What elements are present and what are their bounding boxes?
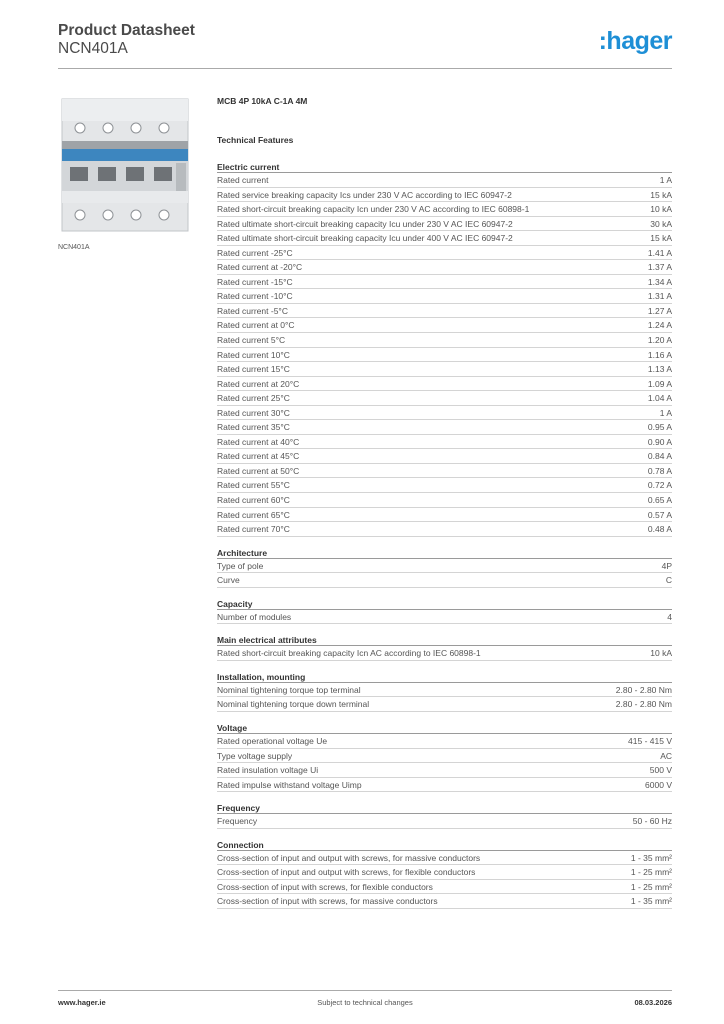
spec-label: Rated current 70°C [217,524,290,535]
spec-value: 1.20 A [647,335,672,346]
spec-row [217,683,672,698]
spec-value: 0.65 A [647,495,672,506]
spec-label: Rated impulse withstand voltage Uimp [217,779,362,790]
spec-label: Rated ultimate short-circuit breaking capacity Icu under 230 V AC IEC 60947-2 [217,218,513,229]
spec-value: 50 - 60 Hz [632,816,672,827]
spec-label: Frequency [217,816,258,827]
spec-value: 1.09 A [647,378,672,389]
spec-value: 0.90 A [647,436,672,447]
spec-label: Type voltage supply [217,750,293,761]
spec-value: 10 kA [650,204,672,215]
spec-value: 1 - 25 mm² [630,881,672,892]
spec-row [217,188,672,203]
spec-label: Cross-section of input and output with screws, for massive conductors [217,852,481,863]
spec-label: Rated current at 40°C [217,436,300,447]
spec-label: Rated current [217,175,269,185]
spec-row [217,449,672,464]
spec-row [217,749,672,764]
spec-label: Rated current -15°C [217,276,293,287]
spec-value: 0.95 A [647,422,672,433]
spec-row [217,406,672,421]
spec-row [217,851,672,866]
spec-value: 1 - 35 mm² [630,852,672,863]
spec-row [217,231,672,246]
spec-row [217,304,672,319]
spec-label: Rated current 35°C [217,422,290,433]
spec-row [217,763,672,778]
spec-row [217,391,672,406]
section-title: Installation, mounting [217,671,672,683]
section-title: Frequency [217,802,672,814]
spec-row [217,333,672,348]
section-title: Electric current [217,161,672,173]
spec-row [217,246,672,261]
spec-row [217,377,672,392]
spec-label: Rated service breaking capacity Ics under 230 V AC according to IEC 60947-2 [217,189,512,200]
spec-row [217,173,672,188]
spec-row [217,814,672,829]
spec-label: Rated short-circuit breaking capacity Icn under 230 V AC according to IEC 60898-1 [217,204,530,215]
spec-label: Type of pole [217,560,264,571]
spec-value: 500 V [649,765,672,776]
spec-label: Cross-section of input with screws, for massive conductors [217,896,438,907]
spec-value: 2.80 - 2.80 Nm [615,699,672,710]
spec-value: 0.57 A [647,509,672,520]
spec-label: Number of modules [217,611,292,622]
spec-row [217,697,672,712]
footer-website-link[interactable]: www.hager.ie [58,998,106,1007]
spec-value: 1.37 A [647,262,672,273]
spec-label: Rated current 30°C [217,407,290,418]
footer-divider [58,990,672,991]
spec-value: AC [660,750,672,761]
spec-label: Rated current at 0°C [217,320,295,331]
spec-row [217,478,672,493]
spec-value: 15 kA [650,189,672,200]
spec-row [217,493,672,508]
spec-value: 1 - 25 mm² [630,867,672,878]
section-title: Capacity [217,598,672,610]
footer-date: 08.03.2026 [634,998,672,1007]
spec-value: 4P [661,560,672,571]
image-caption: NCN401A [58,244,90,251]
spec-row [217,559,672,574]
spec-label: Rated current -25°C [217,247,293,258]
spec-row [217,348,672,363]
spec-label: Rated current at 50°C [217,465,300,476]
spec-row [217,880,672,895]
spec-value: 2.80 - 2.80 Nm [615,684,672,695]
spec-value: 1.13 A [647,364,672,375]
spec-row [217,217,672,232]
spec-label: Rated current at 45°C [217,451,300,462]
page-footer [58,998,672,1010]
spec-label: Rated current 65°C [217,509,290,520]
spec-value: 1.34 A [647,276,672,287]
header-divider [58,68,672,69]
spec-label: Rated current 60°C [217,495,290,506]
spec-label: Cross-section of input with screws, for flexible conductors [217,881,433,892]
spec-row [217,646,672,661]
spec-value: 15 kA [650,233,672,244]
spec-value: 415 - 415 V [628,735,672,746]
product-title: MCB 4P 10kA C-1A 4M [217,96,308,106]
spec-label: Nominal tightening torque top terminal [217,684,361,695]
spec-label: Rated current -5°C [217,305,288,316]
spec-row [217,435,672,450]
section-spacer [217,588,672,598]
spec-sections [217,161,672,909]
spec-value: 0.48 A [647,524,672,535]
spec-row [217,275,672,290]
section-title: Connection [217,839,672,851]
spec-row [217,508,672,523]
spec-value: 1.16 A [647,349,672,360]
product-image [58,95,192,240]
page-title: Product Datasheet [58,22,195,39]
section-spacer [217,792,672,802]
spec-label: Rated insulation voltage Ui [217,765,319,776]
spec-value: 10 kA [650,648,672,659]
spec-label: Rated current 55°C [217,480,290,491]
spec-value: 0.72 A [647,480,672,491]
footer-notice: Subject to technical changes [317,998,413,1007]
section-spacer [217,624,672,634]
section-title: Voltage [217,722,672,734]
spec-value: 1.04 A [647,393,672,404]
spec-label: Rated short-circuit breaking capacity Icn AC according to IEC 60898-1 [217,648,481,659]
spec-label: Rated operational voltage Ue [217,735,328,746]
spec-label: Curve [217,575,240,586]
spec-row [217,778,672,793]
section-spacer [217,829,672,839]
spec-label: Rated current at -20°C [217,262,303,273]
hager-logo: :hager [598,27,672,55]
spec-label: Rated current 25°C [217,393,290,404]
spec-row [217,573,672,588]
section-title: Architecture [217,547,672,559]
section-spacer [217,537,672,547]
spec-label: Rated current -10°C [217,291,293,302]
spec-value: 1.27 A [647,305,672,316]
spec-row [217,289,672,304]
spec-row [217,260,672,275]
spec-row [217,610,672,625]
spec-value: 1.24 A [647,320,672,331]
spec-row [217,464,672,479]
spec-label: Rated current 5°C [217,335,286,346]
spec-value: 1 A [659,407,672,418]
section-spacer [217,661,672,671]
technical-features-heading: Technical Features [217,135,294,145]
spec-row [217,894,672,909]
spec-row [217,865,672,880]
spec-value: 0.78 A [647,465,672,476]
spec-label: Nominal tightening torque down terminal [217,699,370,710]
section-spacer [217,712,672,722]
spec-label: Cross-section of input and output with screws, for flexible conductors [217,867,476,878]
spec-value: 1 A [659,175,672,185]
spec-value: 4 [667,611,672,622]
datasheet-content [217,96,672,909]
spec-row [217,202,672,217]
spec-value: C [665,575,672,586]
spec-row [217,318,672,333]
spec-value: 6000 V [645,779,672,790]
spec-value: 1 - 35 mm² [630,896,672,907]
spec-row [217,420,672,435]
spec-value: 1.41 A [647,247,672,258]
page-header [58,22,672,68]
spec-value: 30 kA [650,218,672,229]
spec-label: Rated current 10°C [217,349,290,360]
spec-value: 0.84 A [647,451,672,462]
spec-row [217,522,672,537]
spec-value: 1.31 A [647,291,672,302]
product-code: NCN401A [58,40,128,57]
spec-row [217,362,672,377]
spec-label: Rated ultimate short-circuit breaking capacity Icu under 400 V AC IEC 60947-2 [217,233,513,244]
spec-label: Rated current at 20°C [217,378,300,389]
spec-label: Rated current 15°C [217,364,290,375]
spec-row [217,734,672,749]
section-title: Main electrical attributes [217,634,672,646]
